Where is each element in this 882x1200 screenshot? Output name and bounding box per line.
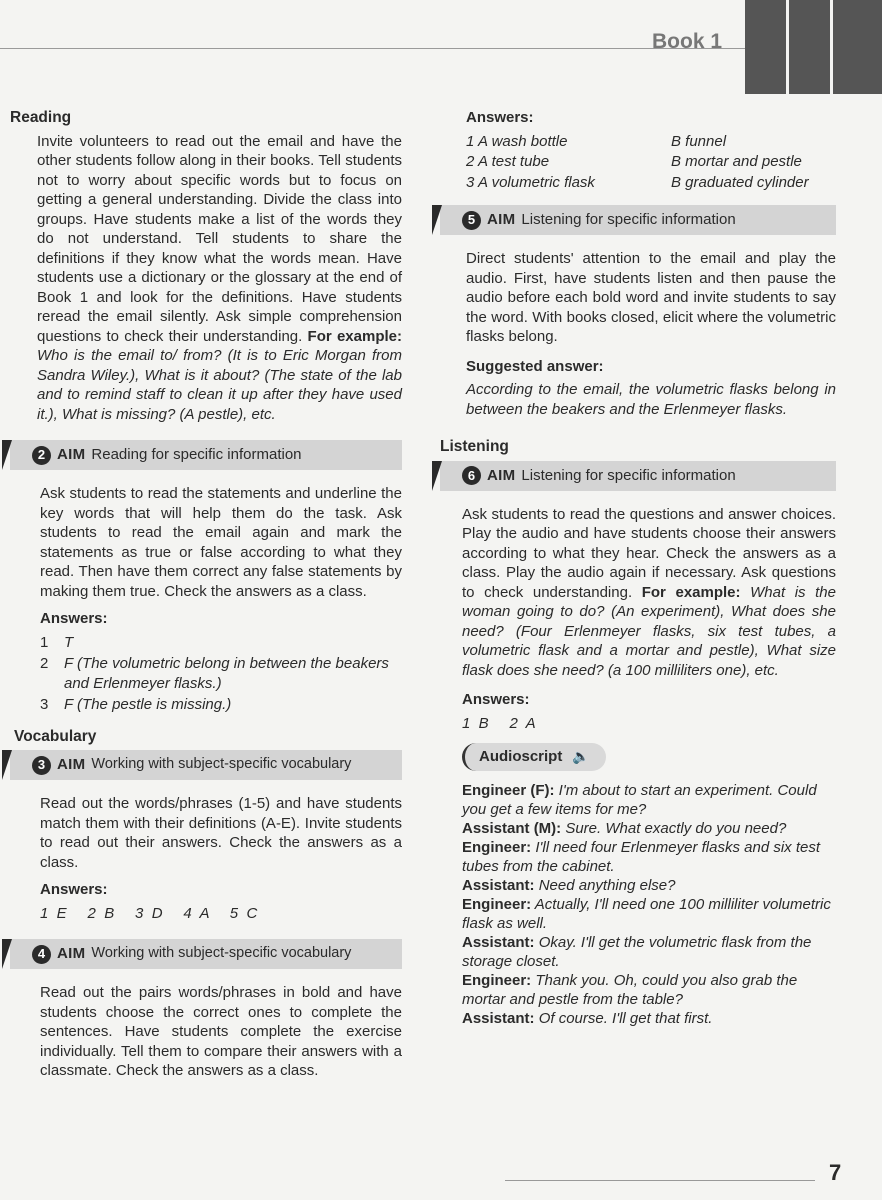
audioscript-label[interactable]: Audioscript 🔈 <box>462 743 606 771</box>
aim-3-text: Read out the words/phrases (1-5) and have students match them with their definitions (A-E). Invite students to read out their answers. Check the answers as a class. <box>40 795 402 871</box>
aim-2-text: Ask students to read the statements and underline the key words that will help them do the task. Ask students to read the email again and mark the statements as true or false according to what they read. Then have them correct any false statements by making them true. Check the answers as a class. <box>40 485 402 600</box>
suggested-answer-text: According to the email, the volumetric flasks belong in between the beakers and the Erlenmeyer flasks. <box>466 381 836 418</box>
aim-3-number: 3 <box>32 756 51 775</box>
aim-5-title: Listening for specific information <box>521 211 736 229</box>
suggested-answer-title: Suggested answer: <box>466 357 604 375</box>
aim-2-bar <box>10 440 402 470</box>
aim-6-text: Ask students to read the questions and answer choices. Play the audio and have students choose their answers according to what they hear. Check the answers as a class. Play the audio again if necessary. Ask questions to check understanding. For example: What is the woman going to do? (An experiment), What does she need? (Four Erlenmeyer flasks, six test tubes, a volumetric flask and a mortar and pestle), What size flask does she need? (a 100 milliliters one), etc. <box>462 505 836 679</box>
aim-3-title: Working with subject-specific vocabulary <box>91 756 352 773</box>
aim-2-answers-title: Answers: <box>40 610 108 627</box>
header-bar <box>789 0 830 94</box>
aim-label: AIM <box>57 945 86 963</box>
listening-title: Listening <box>440 438 509 455</box>
aim-5-body <box>466 249 836 419</box>
script-line: Engineer: Actually, I'll need one 100 milliliter volumetric flask as well. <box>462 895 831 932</box>
right-column <box>440 108 836 1028</box>
page-number: 7 <box>829 1160 842 1185</box>
answers-title: Answers: <box>466 109 534 126</box>
audioscript-body <box>462 781 836 1028</box>
aim-3-answers-title: Answers: <box>40 881 108 898</box>
aim-3-bar <box>10 750 402 780</box>
aim-4-text: Read out the pairs words/phrases in bold and have students choose the correct ones to complete the sentences. Have students complete the exercise individually. Tell them to compare their answers with a classmate. Check the answers as a class. <box>40 984 402 1079</box>
aim-5-text: Direct students' attention to the email and play the audio. First, have students listen and then pause the audio before each bold word and invite students to say the word. With books closed, elicit where the volumetric flasks belong. <box>466 250 836 345</box>
header-bar <box>833 0 882 94</box>
aim-6-body <box>462 505 836 1028</box>
answers-grid: 1 A wash bottle B funnel 2 A test tube B mortar and pestle 3 A volumetric flask B graduated cylinder <box>466 132 809 191</box>
answers-block <box>466 108 836 193</box>
aim-label: AIM <box>57 756 86 774</box>
aim-label: AIM <box>487 466 516 484</box>
reading-paragraph: Invite volunteers to read out the email and have the other students follow along in their books. Tell students not to worry about specific words but to focus on getting a general understanding. Divide the class into groups. Have students make a list of the words they do not understand. Tell students to share the definitions if they know what the words mean. Have students use a dictionary or the glossary at the end of Book 1 and look for the definitions. Have students reread the email silently. Ask simple comprehension questions to check their understanding. For example: Who is the email to/ from? (It is to Eric Morgan from Sandra Wiley.), What is it about? (The state of the lab and to remind staff to clean it up after they have used it.), What is missing? (A pestle), etc. <box>37 132 402 423</box>
aim-3-body <box>40 794 402 923</box>
aim-4-number: 4 <box>32 945 51 964</box>
aim-6-answers-title: Answers: <box>462 691 530 708</box>
script-line: Assistant: Okay. I'll get the volumetric flask from the storage closet. <box>462 933 812 970</box>
script-line: Assistant (M): Sure. What exactly do you need? <box>462 819 787 837</box>
aim-6-title: Listening for specific information <box>521 466 736 484</box>
script-line: Engineer: I'll need four Erlenmeyer flasks and six test tubes from the cabinet. <box>462 838 821 875</box>
answer-line: 1 T <box>40 633 74 651</box>
aim-2-title: Reading for specific information <box>91 446 302 464</box>
answer-line: 3 F (The pestle is missing.) <box>40 696 232 713</box>
aim-3-answers: 1 E 2 B 3 D 4 A 5 C <box>40 904 258 922</box>
aim-6-bar <box>440 461 836 491</box>
aim-5-bar <box>440 205 836 235</box>
answer-line: 2 F (The volumetric belong in between the beakers and Erlenmeyer flasks.) <box>40 655 389 692</box>
aim-2-number: 2 <box>32 446 51 465</box>
aim-5-number: 5 <box>462 211 481 230</box>
header-rule <box>0 48 745 49</box>
aim-6-number: 6 <box>462 466 481 485</box>
script-line: Engineer: Thank you. Oh, could you also grab the mortar and pestle from the table? <box>462 971 798 1008</box>
aim-2-body <box>40 484 402 715</box>
script-line: Assistant: Of course. I'll get that first. <box>462 1009 713 1027</box>
aim-label: AIM <box>487 211 516 229</box>
aim-label: AIM <box>57 446 86 464</box>
aim-4-body <box>40 983 402 1081</box>
aim-4-bar <box>10 939 402 969</box>
aim-6-answers: 1 B 2 A <box>462 714 536 732</box>
script-line: Engineer (F): I'm about to start an experiment. Could you get a few items for me? <box>462 781 817 818</box>
aim-4-title: Working with subject-specific vocabulary <box>91 945 352 962</box>
vocabulary-title: Vocabulary <box>14 727 97 745</box>
script-line: Assistant: Need anything else? <box>462 876 676 894</box>
left-column <box>10 108 402 1081</box>
reading-title: Reading <box>10 109 72 126</box>
footer-rule <box>505 1180 815 1181</box>
header-bar <box>745 0 786 94</box>
book-label: Book 1 <box>652 30 723 53</box>
speaker-icon[interactable]: 🔈 <box>572 748 590 764</box>
